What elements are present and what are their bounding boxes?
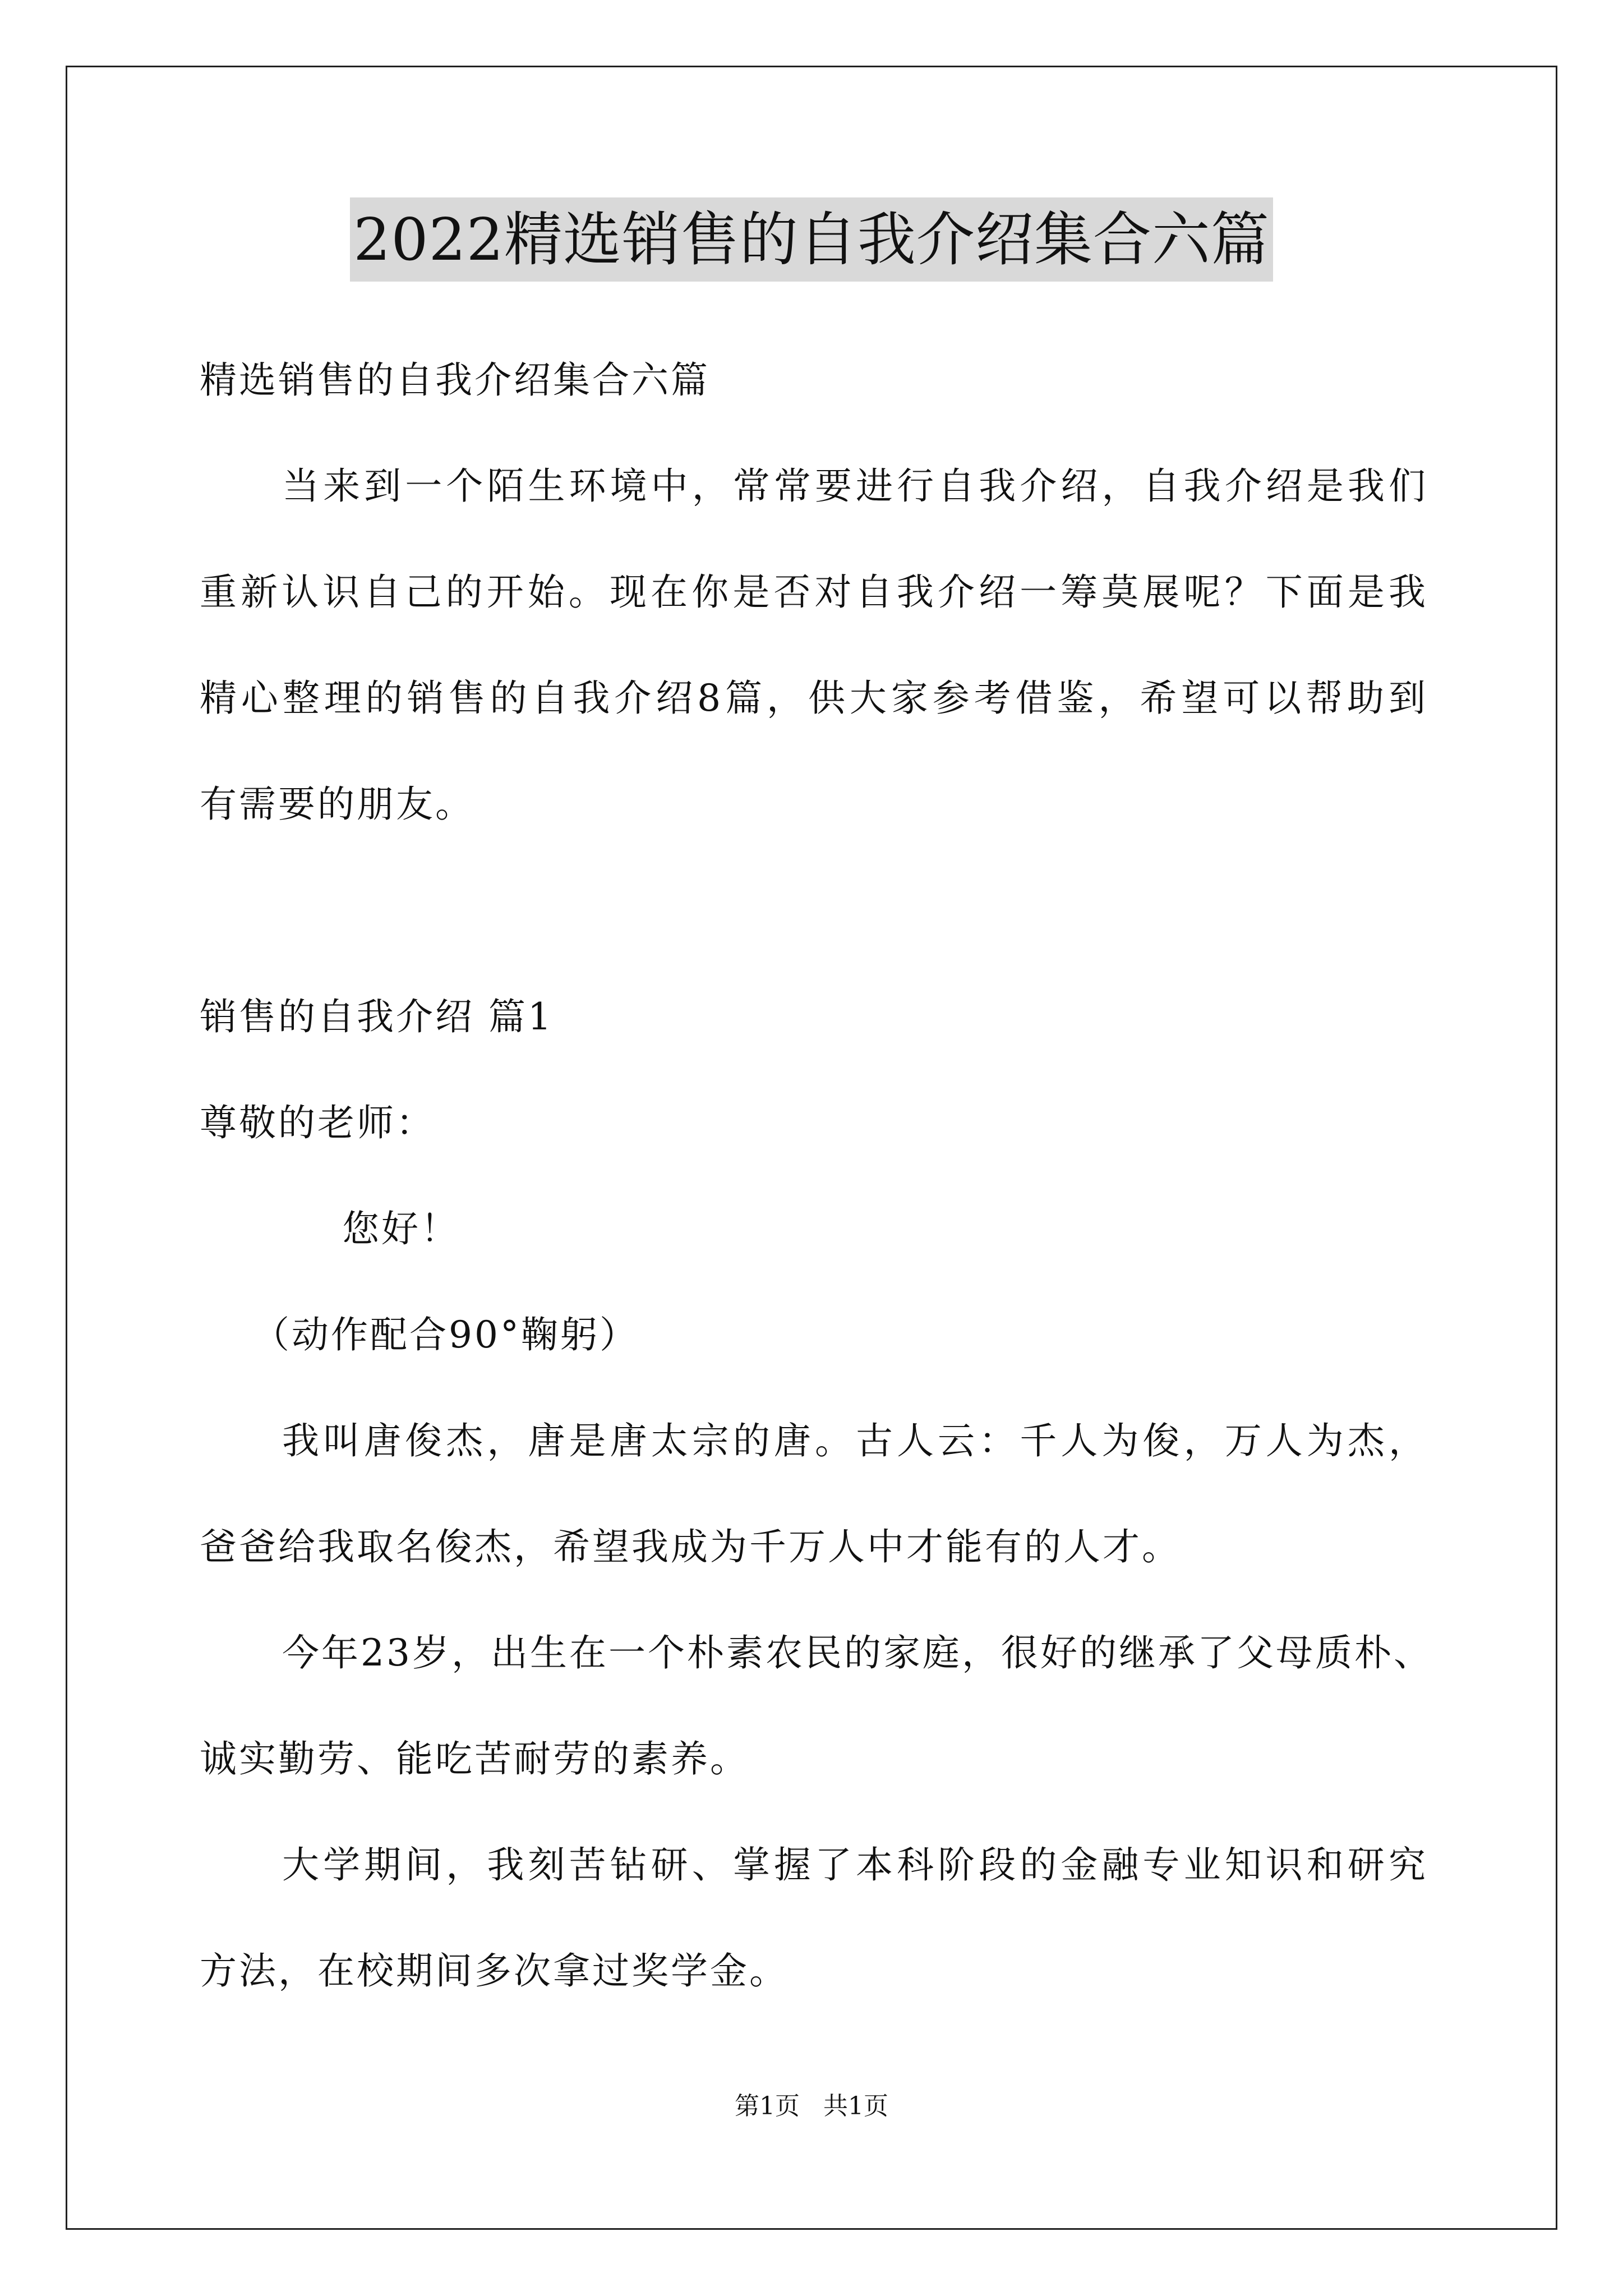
intro-line-1: 当来到一个陌生环境中，常常要进行自我介绍，自我介绍是我们 <box>282 464 1428 508</box>
greeting: 您好！ <box>342 1207 460 1250</box>
section-heading: 销售的自我介绍 篇1 <box>200 995 554 1038</box>
page-number-footer: 第1页 共1页 <box>735 2092 888 2120</box>
body-line-3: 今年23岁，出生在一个朴素农民的家庭，很好的继承了父母质朴、 <box>282 1631 1433 1674</box>
body-line-1: 我叫唐俊杰，唐是唐太宗的唐。古人云：千人为俊，万人为杰， <box>282 1419 1428 1462</box>
body-line-4: 诚实勤劳、能吃苦耐劳的素养。 <box>200 1737 749 1780</box>
body-line-2: 爸爸给我取名俊杰，希望我成为千万人中才能有的人才。 <box>200 1525 1181 1568</box>
body-line-5: 大学期间，我刻苦钻研、掌握了本科阶段的金融专业知识和研究 <box>282 1843 1428 1887</box>
document-subtitle: 精选销售的自我介绍集合六篇 <box>200 358 710 402</box>
intro-line-2: 重新认识自己的开始。现在你是否对自我介绍一筹莫展呢？下面是我 <box>200 570 1428 614</box>
document-title: 2022精选销售的自我介绍集合六篇 <box>350 197 1273 282</box>
intro-line-3: 精心整理的销售的自我介绍8篇，供大家参考借鉴，希望可以帮助到 <box>200 677 1428 720</box>
action-note: （动作配合90°鞠躬） <box>252 1313 639 1356</box>
salutation: 尊敬的老师： <box>200 1101 435 1144</box>
body-line-6: 方法，在校期间多次拿过奖学金。 <box>200 1949 789 1993</box>
title-container <box>0 197 1623 282</box>
intro-line-4: 有需要的朋友。 <box>200 783 474 826</box>
